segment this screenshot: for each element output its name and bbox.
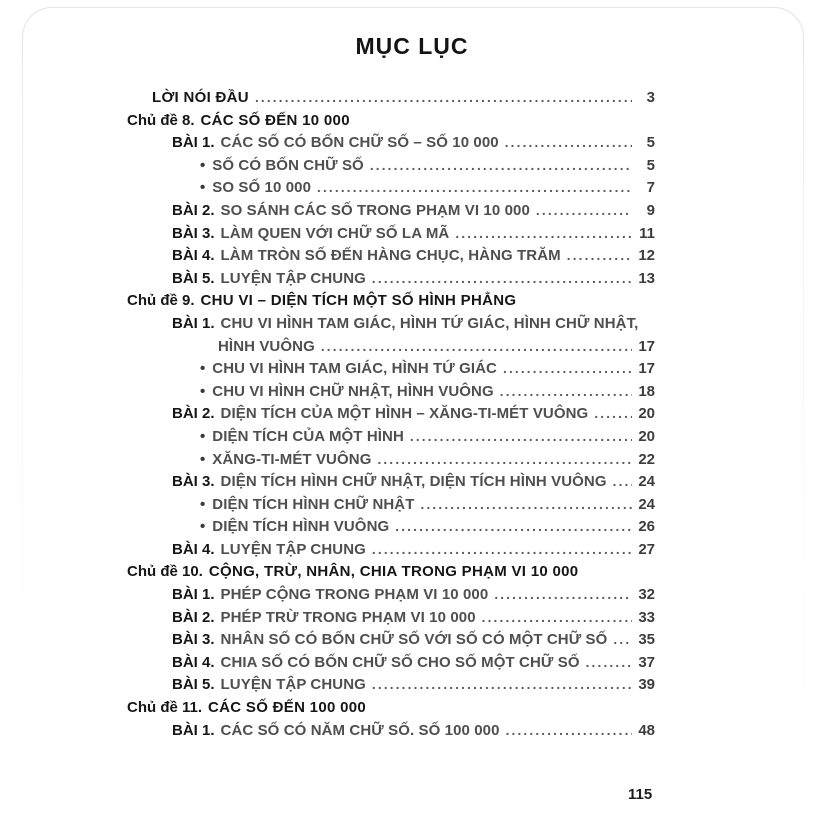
toc-entry-dot-leader <box>421 496 632 513</box>
toc-entry-text: CÁC SỐ ĐẾN 10 000 <box>200 111 350 129</box>
toc-entry-text: SO SÁNH CÁC SỐ TRONG PHẠM VI 10 000 <box>220 201 530 219</box>
toc-entry-dot-leader <box>377 451 632 468</box>
toc-entry-text: CHU VI HÌNH CHỮ NHẬT, HÌNH VUÔNG <box>212 382 494 400</box>
toc-entry <box>0 270 824 293</box>
toc-entry <box>0 112 824 135</box>
toc-entry-prefix: Chủ đề 8. <box>127 111 195 129</box>
toc-entry-text: LUYỆN TẬP CHUNG <box>220 269 366 287</box>
toc-entry-prefix: BÀI 4. <box>172 653 215 671</box>
toc-entry <box>0 609 824 632</box>
toc-entry-dot-leader <box>506 722 632 739</box>
toc-entry-dot-leader <box>317 179 632 196</box>
toc-entry-dot-leader <box>594 405 632 422</box>
toc-entry-dot-leader <box>500 383 632 400</box>
toc-entry <box>0 247 824 270</box>
toc-entry-page: 27 <box>638 540 655 558</box>
toc-entry-text: DIỆN TÍCH HÌNH CHỮ NHẬT, DIỆN TÍCH HÌNH VUÔNG <box>220 473 607 491</box>
toc-entry-text: HÌNH VUÔNG <box>218 337 315 355</box>
toc-entry-text: CÁC SỐ ĐẾN 100 000 <box>208 699 366 717</box>
toc-entry-dot-leader <box>321 338 632 355</box>
toc-entry-text: SO SỐ 10 000 <box>212 179 312 197</box>
toc-entry-prefix: • <box>200 518 206 536</box>
toc-entry-text: CỘNG, TRỪ, NHÂN, CHIA TRONG PHẠM VI 10 000 <box>208 563 579 581</box>
toc-entry-prefix: BÀI 3. <box>172 224 215 242</box>
toc-entry-text: LÀM QUEN VỚI CHỮ SỐ LA MÃ <box>220 224 450 242</box>
toc-entry-dot-leader <box>482 609 632 626</box>
toc-entry <box>0 676 824 699</box>
toc-entry-dot-leader <box>372 541 632 558</box>
toc-entry-text: DIỆN TÍCH HÌNH VUÔNG <box>212 518 390 536</box>
toc-entry-page: 32 <box>638 586 655 604</box>
toc-entry <box>0 722 824 745</box>
toc-entry-page: 39 <box>638 676 655 694</box>
toc-entry <box>0 134 824 157</box>
toc-entry-page: 13 <box>638 269 655 287</box>
toc-entry <box>0 360 824 383</box>
toc-entry-text: CÁC SỐ CÓ BỐN CHỮ SỐ – SỐ 10 000 <box>220 134 499 152</box>
toc-entry <box>0 451 824 474</box>
toc-entry-dot-leader <box>586 654 632 671</box>
toc-entry <box>0 202 824 225</box>
toc-entry-dot-leader <box>455 225 632 242</box>
page-title: MỤC LỤC <box>355 33 469 59</box>
toc-entry-dot-leader <box>505 134 632 151</box>
toc-entry-text: CHU VI HÌNH TAM GIÁC, HÌNH TỨ GIÁC, HÌNH CHỮ NHẬT, <box>220 314 639 332</box>
toc-entry <box>0 428 824 451</box>
toc-entry-text: LUYỆN TẬP CHUNG <box>220 676 366 694</box>
toc-entry-text: LUYỆN TẬP CHUNG <box>220 540 366 558</box>
toc-entry-text: CHU VI HÌNH TAM GIÁC, HÌNH TỨ GIÁC <box>212 360 497 378</box>
toc-list <box>0 89 824 744</box>
toc-entry-prefix: BÀI 1. <box>172 586 215 604</box>
toc-entry-page: 3 <box>646 89 655 106</box>
toc-entry <box>0 586 824 609</box>
toc-entry-dot-leader <box>494 586 632 603</box>
toc-entry-text: DIỆN TÍCH CỦA MỘT HÌNH <box>212 427 404 445</box>
toc-entry-prefix: BÀI 1. <box>172 134 215 152</box>
toc-entry-prefix: BÀI 1. <box>172 314 215 332</box>
toc-entry-page: 24 <box>638 473 655 491</box>
toc-entry-text: CHU VI – DIỆN TÍCH MỘT SỐ HÌNH PHẲNG <box>200 292 517 310</box>
toc-entry <box>0 518 824 541</box>
toc-entry-dot-leader <box>255 89 632 106</box>
toc-entry-prefix: • <box>200 427 206 445</box>
toc-entry-text: DIỆN TÍCH HÌNH CHỮ NHẬT <box>212 495 415 513</box>
toc-entry <box>0 89 824 112</box>
toc-entry <box>0 699 824 722</box>
toc-entry-text: CHIA SỐ CÓ BỐN CHỮ SỐ CHO SỐ MỘT CHỮ SỐ <box>220 653 580 671</box>
toc-entry-dot-leader <box>536 202 632 219</box>
toc-entry-prefix: Chủ đề 11. <box>127 699 203 717</box>
toc-entry-text: NHÂN SỐ CÓ BỐN CHỮ SỐ VỚI SỐ CÓ MỘT CHỮ SỐ <box>220 631 608 649</box>
toc-entry-prefix: • <box>200 382 206 400</box>
toc-entry-page: 26 <box>638 518 655 536</box>
toc-entry-page: 24 <box>638 495 655 513</box>
toc-entry-text: XĂNG-TI-MÉT VUÔNG <box>212 450 372 468</box>
toc-entry <box>0 383 824 406</box>
toc-entry-page: 18 <box>638 382 655 400</box>
toc-entry-prefix: BÀI 5. <box>172 269 215 287</box>
toc-entry-dot-leader <box>410 428 632 445</box>
toc-entry-page: 33 <box>638 608 655 626</box>
toc-entry-dot-leader <box>567 247 632 264</box>
toc-entry-prefix: BÀI 2. <box>172 405 215 423</box>
toc-entry-text: SỐ CÓ BỐN CHỮ SỐ <box>212 156 364 174</box>
toc-entry-page: 5 <box>646 134 655 152</box>
toc-entry-dot-leader <box>370 157 632 174</box>
toc-entry-page: 7 <box>646 179 655 197</box>
toc-entry-prefix: BÀI 1. <box>172 721 215 739</box>
toc-entry-prefix: BÀI 3. <box>172 473 215 491</box>
toc-entry-prefix: • <box>200 450 206 468</box>
toc-entry <box>0 338 824 361</box>
toc-entry-prefix: BÀI 3. <box>172 631 215 649</box>
toc-entry-dot-leader <box>503 360 632 377</box>
toc-entry-prefix: • <box>200 156 206 174</box>
toc-entry-text: CÁC SỐ CÓ NĂM CHỮ SỐ. SỐ 100 000 <box>220 721 500 739</box>
toc-entry-page: 20 <box>638 405 655 423</box>
toc-entry-page: 11 <box>639 224 655 242</box>
toc-entry <box>0 405 824 428</box>
toc-entry <box>0 631 824 654</box>
toc-entry-dot-leader <box>372 676 632 693</box>
toc-entry-prefix: BÀI 2. <box>172 201 215 219</box>
toc-entry-dot-leader <box>613 631 632 648</box>
toc-entry <box>0 157 824 180</box>
toc-entry-page: 9 <box>646 201 655 219</box>
toc-entry-text: LÀM TRÒN SỐ ĐẾN HÀNG CHỤC, HÀNG TRĂM <box>220 247 561 265</box>
page-number: 115 <box>628 786 653 803</box>
toc-entry <box>0 292 824 315</box>
toc-entry-text: PHÉP TRỪ TRONG PHẠM VI 10 000 <box>220 608 476 626</box>
toc-entry-prefix: • <box>200 360 206 378</box>
toc-entry-prefix: • <box>200 495 206 513</box>
toc-entry-prefix: BÀI 2. <box>172 608 215 626</box>
toc-entry-prefix: BÀI 4. <box>172 247 215 265</box>
toc-entry-dot-leader <box>372 270 632 287</box>
toc-entry-page: 20 <box>638 427 655 445</box>
toc-entry-prefix: • <box>200 179 206 197</box>
toc-entry-dot-leader <box>613 473 632 490</box>
toc-entry-page: 5 <box>646 156 655 174</box>
toc-entry <box>0 654 824 677</box>
toc-entry <box>0 563 824 586</box>
toc-entry <box>0 496 824 519</box>
toc-entry-text: PHÉP CỘNG TRONG PHẠM VI 10 000 <box>220 586 489 604</box>
toc-entry <box>0 541 824 564</box>
toc-entry-prefix: Chủ đề 9. <box>127 292 195 310</box>
toc-entry-prefix: BÀI 5. <box>172 676 215 694</box>
toc-entry-page: 17 <box>638 337 655 355</box>
toc-entry-page: 12 <box>638 247 655 265</box>
toc-entry-page: 35 <box>638 631 655 649</box>
toc-entry-page: 17 <box>638 360 655 378</box>
toc-entry-prefix: Chủ đề 10. <box>127 563 203 581</box>
toc-entry-prefix: BÀI 4. <box>172 540 215 558</box>
toc-entry-page: 48 <box>638 721 655 739</box>
toc-entry <box>0 315 824 338</box>
toc-entry-text: LỜI NÓI ĐẦU <box>152 89 249 106</box>
toc-entry-dot-leader <box>395 518 632 535</box>
toc-entry <box>0 225 824 248</box>
toc-entry <box>0 473 824 496</box>
toc-entry-text: DIỆN TÍCH CỦA MỘT HÌNH – XĂNG-TI-MÉT VUÔNG <box>220 405 589 423</box>
toc-entry <box>0 179 824 202</box>
toc-entry-page: 22 <box>638 450 655 468</box>
toc-entry-page: 37 <box>638 653 655 671</box>
